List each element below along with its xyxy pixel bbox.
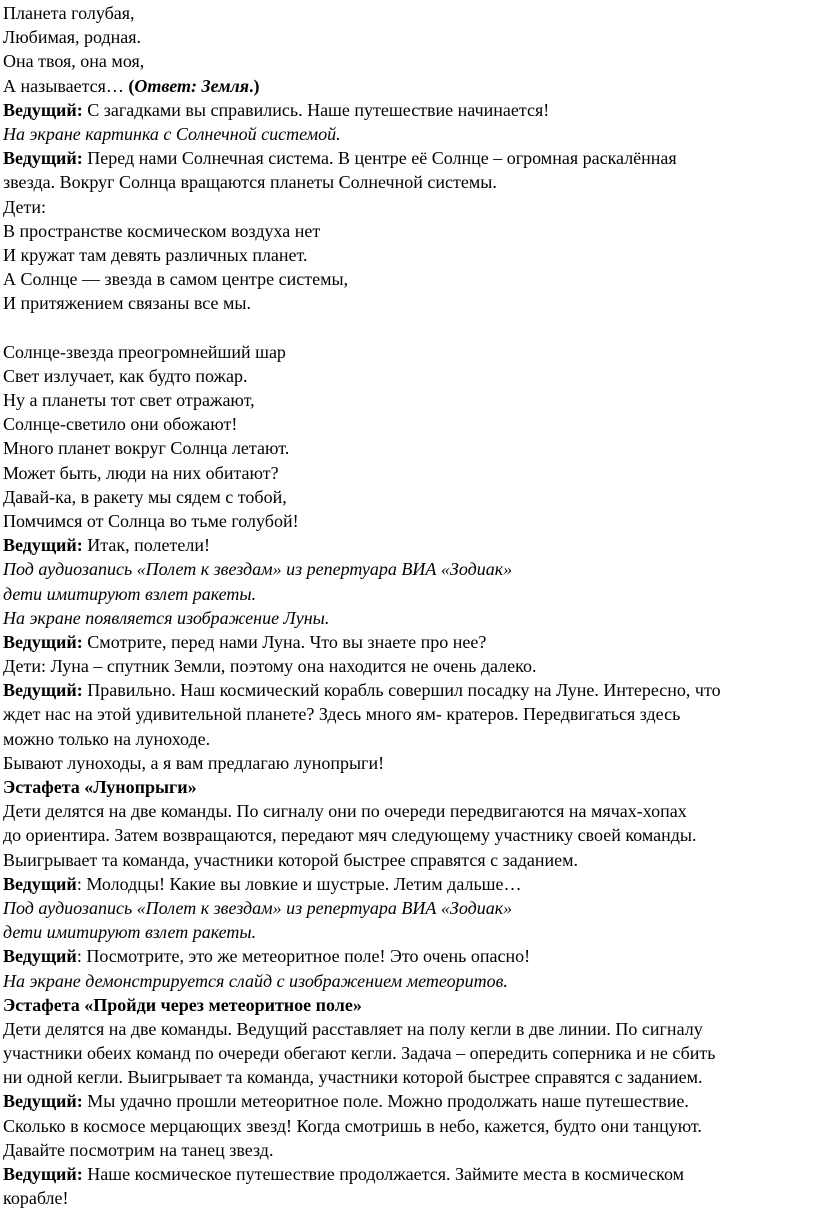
text-line — [3, 993, 816, 1017]
text-run: Ведущий: — [3, 1091, 83, 1112]
text-line — [3, 557, 816, 581]
text-run: можно только на луноходе. — [3, 728, 211, 749]
text-line — [3, 848, 816, 872]
text-run: Может быть, люди на них обитают? — [3, 462, 279, 483]
text-run: А Солнце — звезда в самом центре системы, — [3, 269, 349, 290]
text-run: Солнце-звезда преогромнейший шар — [3, 341, 286, 362]
text-run: Перед нами Солнечная система. В центре её Солнце – огромная раскалённая — [82, 148, 677, 169]
text-line — [3, 533, 816, 557]
text-run: Планета голубая, — [3, 3, 135, 23]
text-run: Ведущий: — [3, 535, 83, 556]
text-line — [3, 630, 816, 654]
text-line — [3, 702, 816, 726]
text-run: И кружат там девять различных планет. — [3, 244, 308, 265]
text-line — [3, 243, 816, 267]
text-line — [3, 146, 816, 170]
text-line — [3, 872, 816, 896]
text-run: участники обеих команд по очереди обегают кегли. Задача – опередить соперника и не сбить — [3, 1043, 716, 1064]
text-run: Она твоя, она моя, — [3, 51, 145, 72]
text-run: Дети: Луна – спутник Земли, поэтому она находится не очень далеко. — [3, 656, 537, 677]
text-run: Солнце-светило они обожают! — [3, 414, 238, 435]
text-line — [3, 1065, 816, 1089]
text-line — [3, 823, 816, 847]
text-line — [3, 775, 816, 799]
text-run: Ответ: Земля — [134, 75, 250, 96]
text-line — [3, 98, 816, 122]
text-run: .) — [249, 75, 260, 96]
text-run: В пространстве космическом воздуха нет — [3, 220, 321, 241]
text-run: Ну а планеты тот свет отражают, — [3, 390, 255, 410]
text-run: ни одной кегли. Выигрывает та команда, участники которой быстрее справятся с заданием. — [3, 1067, 703, 1088]
text-line — [3, 678, 816, 702]
text-line — [3, 969, 816, 993]
text-run: Ведущий: — [3, 99, 83, 120]
text-run: ( — [128, 75, 135, 96]
text-line — [3, 727, 816, 751]
text-line — [3, 1, 816, 25]
text-line — [3, 170, 816, 194]
text-line — [3, 74, 816, 98]
blank-line — [0, 315, 816, 339]
text-run: Выигрывает та команда, участники которой быстрее справятся с заданием. — [3, 849, 579, 870]
text-line — [3, 340, 816, 364]
text-run: Дети делятся на две команды. Ведущий расставляет на полу кегли в две линии. По сигналу — [3, 1018, 703, 1039]
text-line — [3, 485, 816, 509]
text-run: Любимая, родная. — [3, 27, 142, 48]
text-line — [3, 944, 816, 968]
text-run: Ведущий — [3, 946, 77, 967]
text-line — [3, 751, 816, 775]
text-run: Ведущий: — [3, 1164, 83, 1184]
text-line — [3, 582, 816, 606]
text-run: до ориентира. Затем возвращаются, передают мяч следующему участнику своей команды. — [3, 825, 697, 846]
text-line — [3, 920, 816, 944]
text-line — [3, 412, 816, 436]
text-run: Сколько в космосе мерцающих звезд! Когда смотришь в небо, кажется, будто они танцуют. — [3, 1115, 702, 1136]
text-line — [3, 1138, 816, 1162]
text-line — [3, 267, 816, 291]
text-run: Под аудиозапись «Полет к звездам» из репертуара ВИА «Зодиак» — [3, 897, 513, 918]
text-line — [3, 195, 816, 219]
text-line — [3, 461, 816, 485]
text-line — [3, 122, 816, 146]
text-run: Эстафета «Лунопрыги» — [3, 777, 197, 797]
text-run: Ведущий — [3, 873, 77, 894]
text-run: звезда. Вокруг Солнца вращаются планеты Солнечной системы. — [3, 172, 497, 193]
text-line — [3, 1017, 816, 1041]
text-line — [3, 1089, 816, 1113]
text-run: Итак, полетели! — [82, 535, 210, 556]
text-line — [3, 896, 816, 920]
text-run: Эстафета «Пройди через метеоритное поле» — [3, 994, 362, 1015]
text-line — [3, 388, 816, 412]
text-line — [3, 1162, 816, 1186]
text-run: А называется… — [3, 75, 129, 96]
text-run: : Молодцы! Какие вы ловкие и шустрые. Летим дальше… — [76, 873, 522, 894]
text-line — [3, 25, 816, 49]
text-run: Свет излучает, как будто пожар. — [3, 365, 248, 386]
text-run: На экране появляется изображение Луны. — [3, 607, 330, 628]
text-line — [3, 49, 816, 73]
text-run: Помчимся от Солнца во тьме голубой! — [3, 510, 299, 531]
text-run: Ведущий: — [3, 680, 83, 701]
text-run: На экране демонстрируется слайд с изображением метеоритов. — [3, 970, 508, 991]
text-line — [3, 509, 816, 533]
text-line — [3, 291, 816, 315]
text-run: Смотрите, перед нами Луна. Что вы знаете про нее? — [82, 631, 487, 652]
text-run: Дети: — [3, 196, 46, 217]
text-run: И притяжением связаны все мы. — [3, 293, 251, 314]
text-line — [3, 219, 816, 243]
text-line — [3, 654, 816, 678]
text-line — [3, 1186, 816, 1210]
text-run: Много планет вокруг Солнца летают. — [3, 438, 290, 459]
text-line — [3, 1041, 816, 1065]
text-run: Бывают луноходы, а я вам предлагаю лунопрыги! — [3, 752, 385, 773]
text-run: Давайте посмотрим на танец звезд. — [3, 1139, 274, 1160]
text-run: Мы удачно прошли метеоритное поле. Можно продолжать наше путешествие. — [82, 1091, 689, 1112]
text-run: Ведущий: — [3, 631, 83, 652]
text-run: Давай-ка, в ракету мы сядем с тобой, — [3, 486, 287, 507]
text-run: Ведущий: — [3, 148, 83, 169]
text-run: С загадками вы справились. Наше путешествие начинается! — [82, 99, 550, 120]
text-line — [3, 1114, 816, 1138]
text-run: На экране картинка с Солнечной системой. — [3, 123, 341, 144]
text-run: Дети делятся на две команды. По сигналу они по очереди передвигаются на мячах-хопах — [3, 801, 687, 822]
text-line — [3, 364, 816, 388]
text-run: : Посмотрите, это же метеоритное поле! Это очень опасно! — [76, 946, 531, 967]
text-line — [3, 799, 816, 823]
text-run: ждет нас на этой удивительной планете? Здесь много ям- кратеров. Передвигаться здесь — [3, 704, 681, 725]
text-line — [3, 606, 816, 630]
text-run: Под аудиозапись «Полет к звездам» из репертуара ВИА «Зодиак» — [3, 559, 513, 580]
text-run: дети имитируют взлет ракеты. — [3, 583, 257, 604]
text-run: корабле! — [3, 1188, 69, 1209]
text-run: Правильно. Наш космический корабль совершил посадку на Луне. Интересно, что — [82, 680, 721, 701]
text-run: Наше космическое путешествие продолжается. Займите места в космическом — [82, 1164, 685, 1184]
text-line — [3, 436, 816, 460]
text-run: дети имитируют взлет ракеты. — [3, 922, 257, 943]
